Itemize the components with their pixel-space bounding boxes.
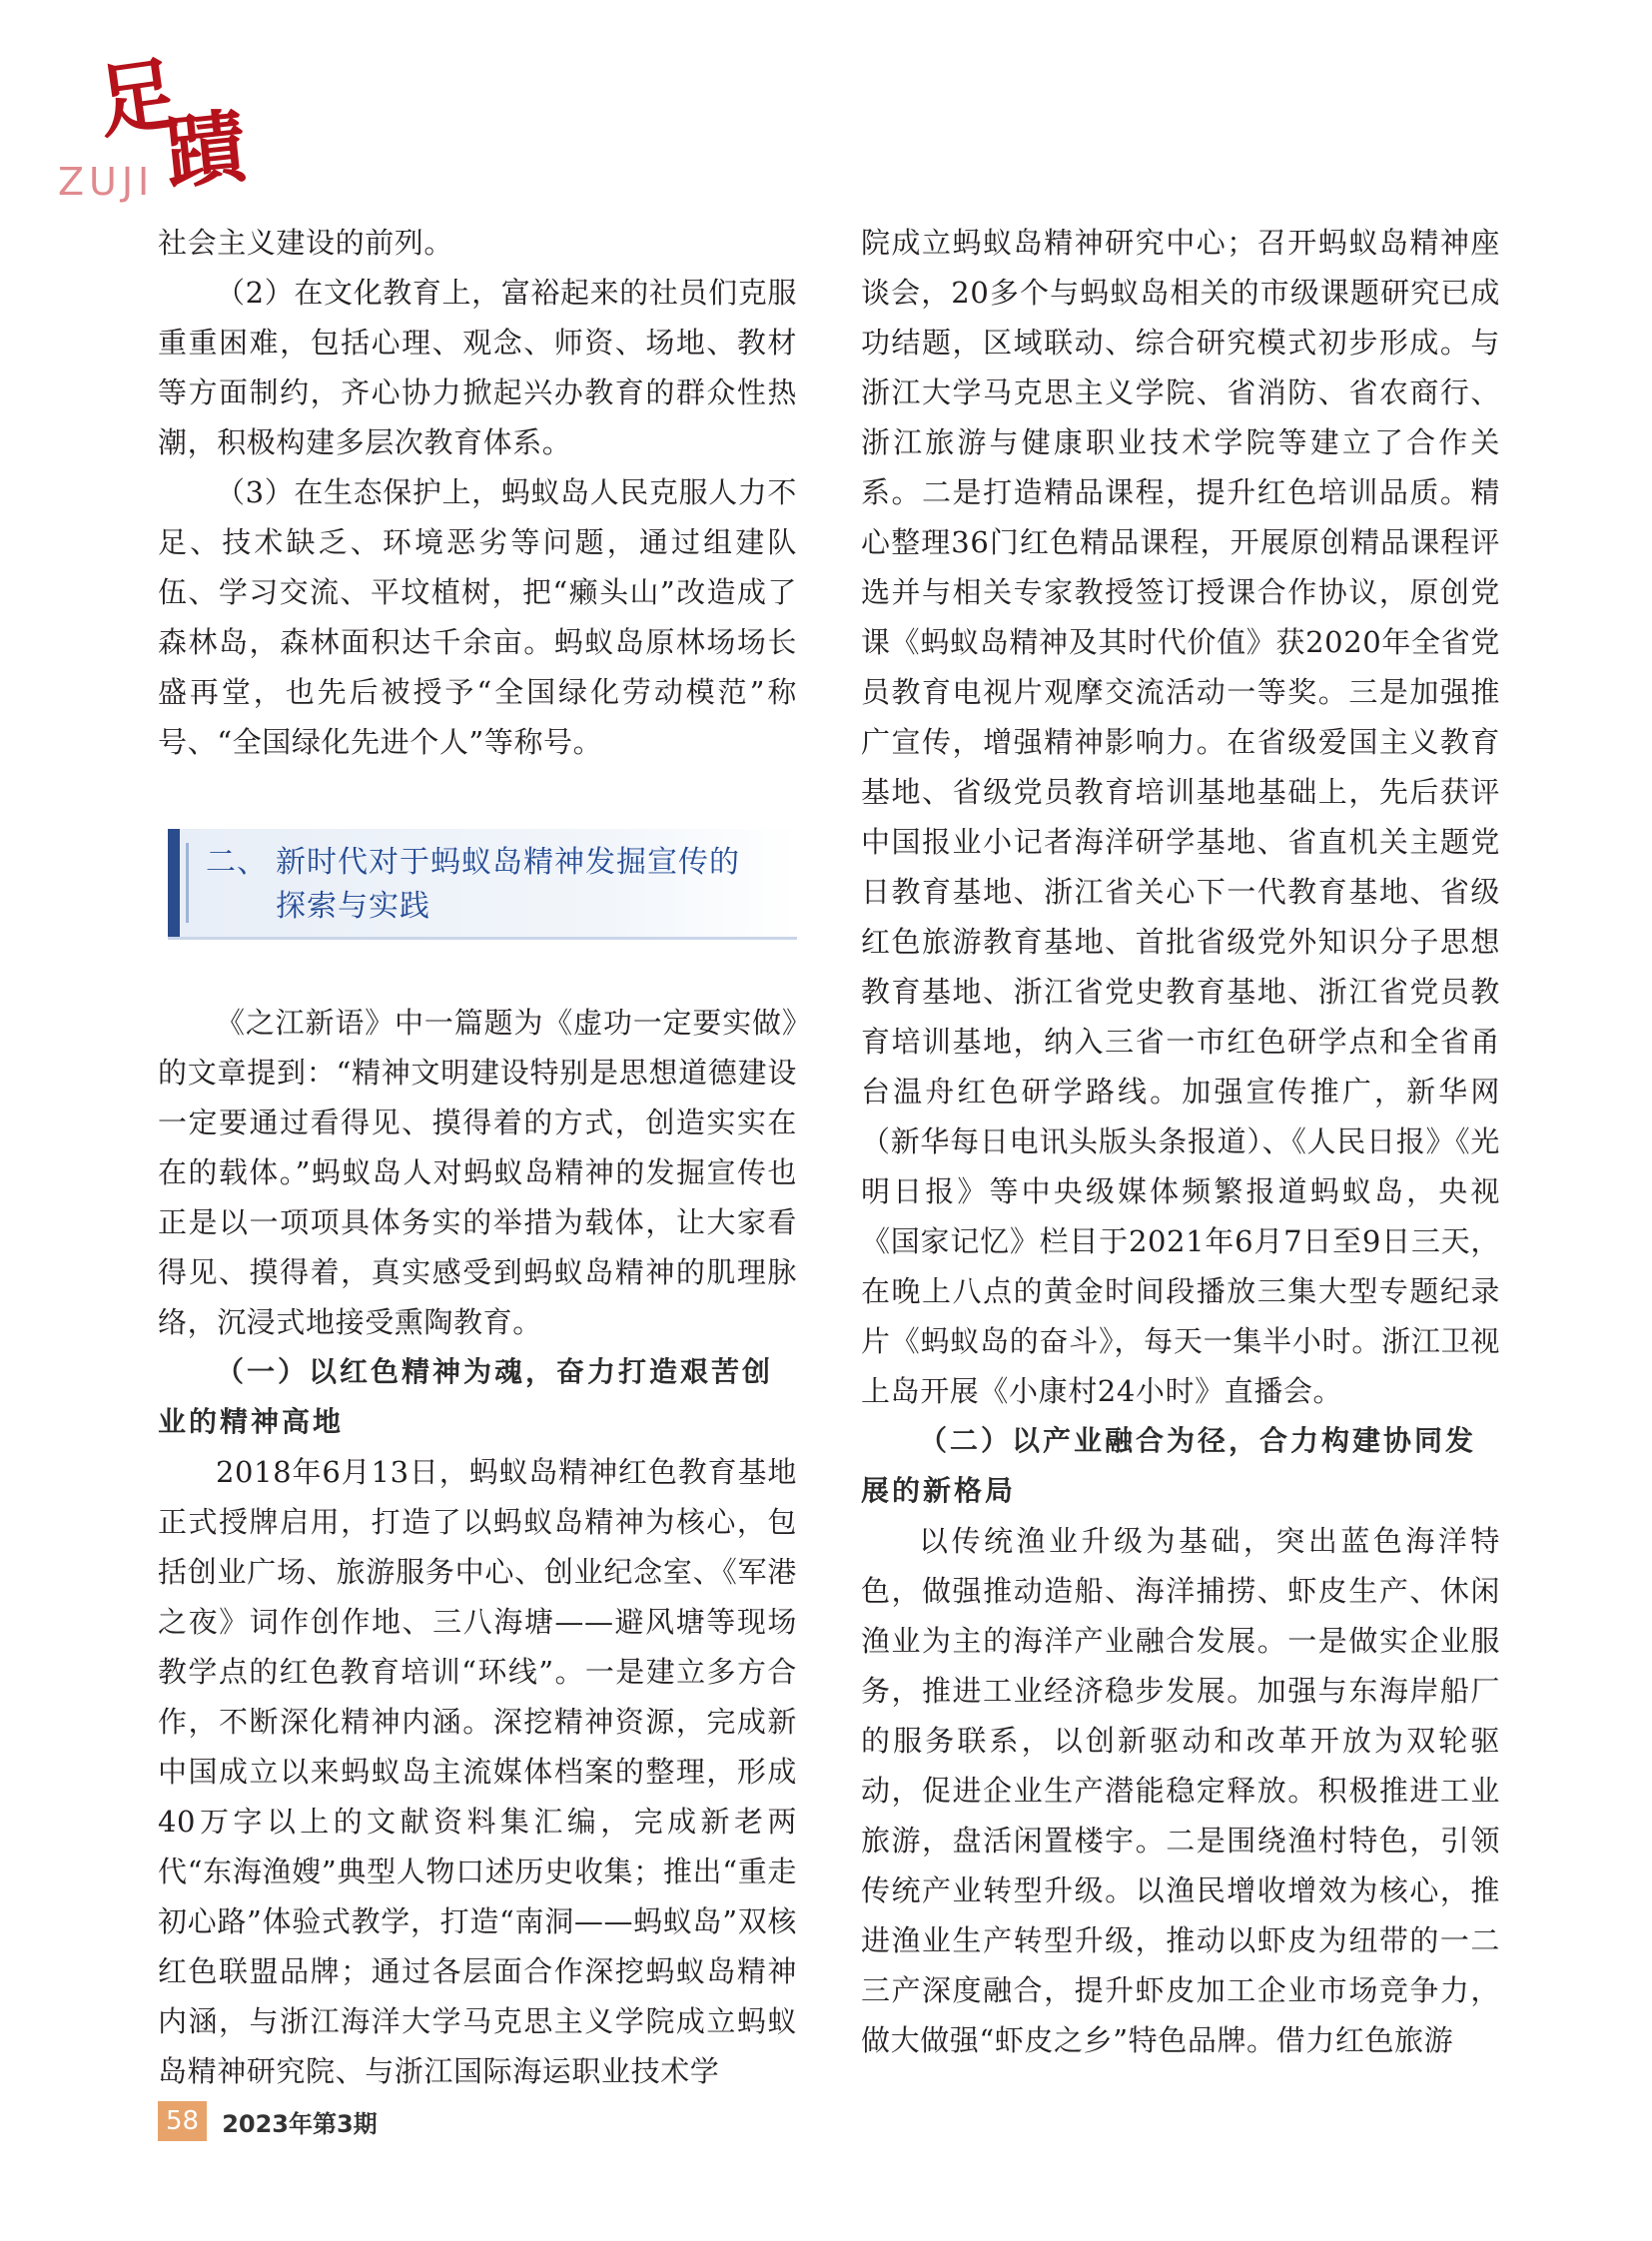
section-heading bbox=[206, 841, 805, 929]
section-number: 二、 bbox=[206, 845, 268, 880]
paragraph: （2）在文化教育上，富裕起来的社员们克服重重困难，包括心理、观念、师资、场地、教材等方面制约，齐心协力掀起兴办教育的群众性热潮，积极构建多层次教育体系。 bbox=[158, 276, 797, 459]
paragraph: 社会主义建设的前列。 bbox=[158, 226, 454, 260]
section-heading-line2: 探索与实践 bbox=[276, 889, 430, 924]
page-footer bbox=[158, 2101, 378, 2145]
section-accent-bar bbox=[168, 829, 180, 937]
page-number: 58 bbox=[158, 2101, 207, 2141]
section-accent-line bbox=[186, 843, 189, 923]
issue-label: 2023年第3期 bbox=[222, 2109, 378, 2138]
magazine-logo bbox=[58, 45, 258, 208]
paragraph: 《之江新语》中一篇题为《虚功一定要实做》的文章提到：“精神文明建设特别是思想道德建设一定要通过看得见、摸得着的方式，创造实实在在的载体。”蚂蚁岛人对蚂蚁岛精神的发掘宣传也正是以一项项具体务实的举措为载体，让大家看得见、摸得着，真实感受到蚂蚁岛精神的肌理脉络，沉浸式地接受熏陶教育。 bbox=[158, 1006, 797, 1339]
logo-latin-text: ZUJI bbox=[58, 160, 155, 204]
logo-char-zu: 足 bbox=[91, 45, 185, 151]
logo-char-ji: 蹟 bbox=[161, 99, 251, 201]
left-column bbox=[158, 218, 797, 2096]
section-heading-line1: 新时代对于蚂蚁岛精神发掘宣传的 bbox=[276, 845, 740, 880]
paragraph: 2018年6月13日，蚂蚁岛精神红色教育基地正式授牌启用，打造了以蚂蚁岛精神为核心，包括创业广场、旅游服务中心、创业纪念室、《军港之夜》词作创作地、三八海塘——避风塘等现场教学点的红色教育培训“环线”。一是建立多方合作，不断深化精神内涵。深挖精神资源，完成新中国成立以来蚂蚁岛主流媒体档案的整理，形成40万字以上的文献资料集汇编，完成新老两代“东海渔嫂”典型人物口述历史收集；推出“重走初心路”体验式教学，打造“南洞——蚂蚁岛”双核红色联盟品牌；通过各层面合作深挖蚂蚁岛精神内涵，与浙江海洋大学马克思主义学院成立蚂蚁岛精神研究院、与浙江国际海运职业技术学 bbox=[158, 1455, 797, 2088]
paragraph: 院成立蚂蚁岛精神研究中心；召开蚂蚁岛精神座谈会，20多个与蚂蚁岛相关的市级课题研究已成功结题，区域联动、综合研究模式初步形成。与浙江大学马克思主义学院、省消防、省农商行、浙江旅游与健康职业技术学院等建立了合作关系。二是打造精品课程，提升红色培训品质。精心整理36门红色精品课程，开展原创精品课程评选并与相关专家教授签订授课合作协议，原创党课《蚂蚁岛精神及其时代价值》获2020年全省党员教育电视片观摩交流活动一等奖。三是加强推广宣传，增强精神影响力。在省级爱国主义教育基地、省级党员教育培训基地基础上，先后获评中国报业小记者海洋研学基地、省直机关主题党日教育基地、浙江省关心下一代教育基地、省级红色旅游教育基地、首批省级党外知识分子思想教育基地、浙江省党史教育基地、浙江省党员教育培训基地，纳入三省一市红色研学点和全省甬台温舟红色研学路线。加强宣传推广，新华网（新华每日电讯头版头条报道）、《人民日报》《光明日报》等中央级媒体频繁报道蚂蚁岛，央视《国家记忆》栏目于2021年6月7日至9日三天，在晚上八点的黄金时间段播放三集大型专题纪录片《蚂蚁岛的奋斗》，每天一集半小时。浙江卫视上岛开展《小康村24小时》直播会。 bbox=[861, 226, 1500, 1408]
subsection-heading: （一）以红色精神为魂，奋力打造艰苦创业的精神高地 bbox=[158, 1355, 774, 1438]
section-heading-box bbox=[168, 829, 797, 940]
subsection-heading: （二）以产业融合为径，合力构建协同发展的新格局 bbox=[861, 1424, 1477, 1507]
right-column bbox=[861, 218, 1500, 2065]
paragraph: 以传统渔业升级为基础，突出蓝色海洋特色，做强推动造船、海洋捕捞、虾皮生产、休闲渔业为主的海洋产业融合发展。一是做实企业服务，推进工业经济稳步发展。加强与东海岸船厂的服务联系，以创新驱动和改革开放为双轮驱动，促进企业生产潜能稳定释放。积极推进工业旅游，盘活闲置楼宇。二是围绕渔村特色，引领传统产业转型升级。以渔民增收增效为核心，推进渔业生产转型升级，推动以虾皮为纽带的一二三产深度融合，提升虾皮加工企业市场竞争力，做大做强“虾皮之乡”特色品牌。借力红色旅游 bbox=[861, 1524, 1500, 2057]
paragraph: （3）在生态保护上，蚂蚁岛人民克服人力不足、技术缺乏、环境恶劣等问题，通过组建队伍、学习交流、平坟植树，把“癞头山”改造成了森林岛，森林面积达千余亩。蚂蚁岛原林场场长盛再堂，也先后被授予“全国绿化劳动模范”称号、“全国绿化先进个人”等称号。 bbox=[158, 475, 797, 759]
